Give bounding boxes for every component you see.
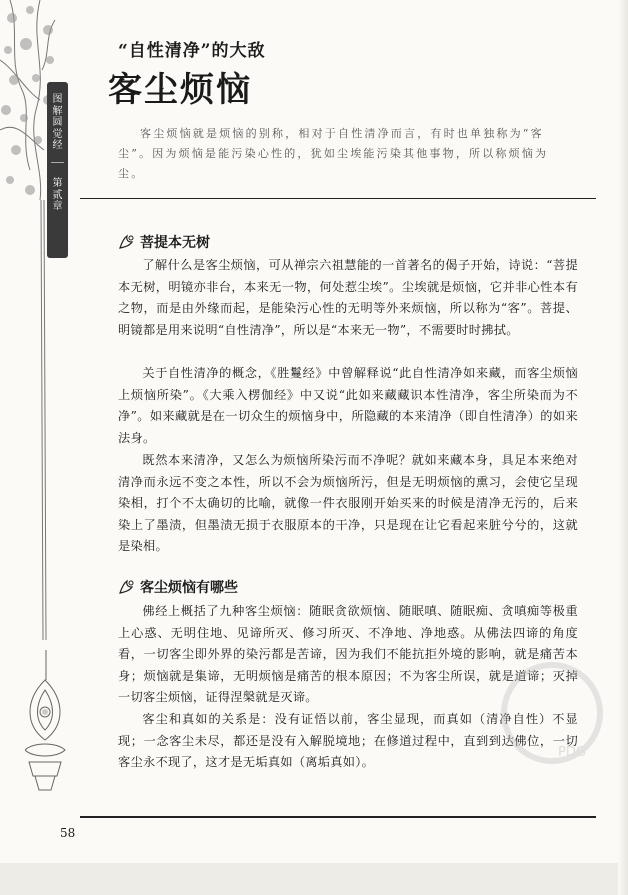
body-paragraph: 客尘和真如的关系是：没有证悟以前，客尘显现，而真如（清净自性）不显现；一念客尘未尽，都还是没有入解脱境地；在修道过程中，直到到达佛位，一切客尘永不现了，这才是无垢真如（离垢真如）。 [118, 712, 578, 769]
page-bottom-band [0, 863, 628, 895]
intro-divider [80, 198, 596, 199]
body-paragraph: 关于自性清净的概念，《胜鬘经》中曾解释说“此自性清净如来藏，而客尘烦恼上烦恼所染”。《大乘入楞伽经》中又说“此如来藏藏识本性清净，客尘所染而为不净”。如来藏就是在一切众生的烦恼身中，所隐藏的本来清净（即自性清净）的如来法身。 [118, 366, 578, 445]
lotus-hand-icon [118, 234, 136, 250]
section-heading-2 [118, 577, 238, 597]
body-paragraph: 了解什么是客尘烦恼，可从禅宗六祖慧能的一首著名的偈子开始，诗说：“菩提本无树，明镜亦非台，本来无一物，何处惹尘埃”。尘埃就是烦恼，它并非心性本有之物，而是由外缘而起，是能染污心性的无明等外来烦恼，所以称为“客”。菩提、明镜都是用来说明“自性清净”，所以是“本来无一物”，不需要时时拂拭。 [118, 258, 578, 337]
svg-text:PDG: PDG [558, 745, 586, 760]
page-number: 58 [60, 826, 76, 840]
footer-divider [80, 816, 596, 818]
body-paragraph: 既然本来清净，又怎么为烦恼所染污而不净呢？就如来藏本身，具足本来绝对清净而永远不变之本性，所以不会为烦恼所污，但是无明烦恼的熏习，会使它呈现染相，打个不太确切的比喻，就像一件衣服刚开始买来的时候是清净无污的，后来染上了墨渍，但墨渍无损于衣服原本的干净，只是现在让它看起来脏兮兮的，这就是染相。 [118, 453, 578, 553]
book-title-vertical: 图 解 圆 觉 经 [52, 94, 63, 151]
section-heading-text: 客尘烦恼有哪些 [140, 580, 238, 596]
chapter-side-tab [47, 82, 68, 258]
chapter-label-vertical: 第 贰 章 [52, 178, 63, 212]
section-heading-text: 菩提本无树 [140, 235, 210, 251]
body-paragraph: 佛经上概括了九种客尘烦恼：随眠贪欲烦恼、随眠嗔、随眠痴、贪嗔痴等极重上心惑、无明住地、见谛所灭、修习所灭、不净地、净地惑。从佛法四谛的角度看，一切客尘即外界的染污都是苦谛，因为我们不能抗拒外境的影响，就是痛苦本身；烦恼就是集谛，无明烦恼是痛苦的根本原因；不为客尘所误，就是道谛；灭掉一切客尘烦恼，证得涅槃就是灭谛。 [118, 604, 578, 704]
tab-separator [51, 162, 64, 163]
article-subtitle: “自性清净”的大敌 [118, 41, 266, 61]
article-title: 客尘烦恼 [108, 70, 252, 110]
lotus-ornament [25, 650, 105, 800]
page-edge-shadow [618, 0, 628, 895]
section-heading-1 [118, 232, 210, 252]
intro-paragraph: 客尘烦恼就是烦恼的别称，相对于自性清净而言，有时也单独称为“客尘”。因为烦恼是能污染心性的，犹如尘埃能污染其他事物，所以称烦恼为尘。 [118, 127, 549, 180]
lotus-hand-icon [118, 579, 136, 595]
pdg-watermark [492, 658, 612, 768]
